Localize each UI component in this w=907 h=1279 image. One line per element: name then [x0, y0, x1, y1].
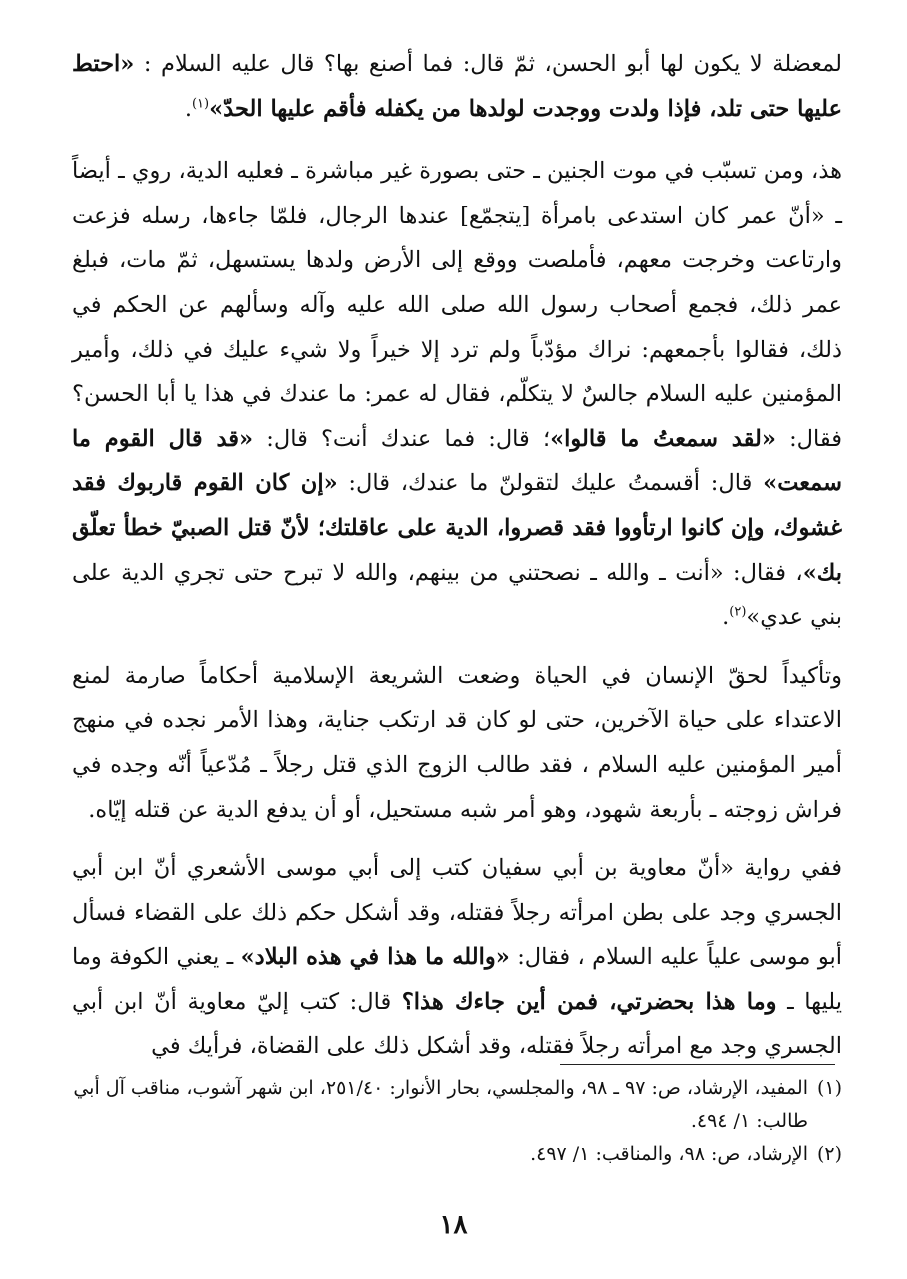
quote-bold: «إن كان القوم قاربوك فقد غشوك، وإن كانوا ارتأووا فقد قصروا، الدية على عاقلتك؛ لأنّ قتل الصبيّ خطأ تعلّق بك» [72, 470, 842, 586]
paragraph [72, 654, 842, 832]
quote-bold: «قد قال القوم ما سمعت» [72, 425, 842, 497]
text-run: لمعضلة لا يكون لها أبو الحسن، ثمّ قال: فما أصنع بها؟ قال عليه السلام : [134, 51, 842, 77]
footnote-number: (١) [816, 1077, 842, 1099]
text-run: قال: كتب إليّ معاوية أنّ ابن أبي الجسري وجد مع امرأته رجلاً فقتله، وقد أشكل ذلك على القضاة، فرأيك في [72, 988, 842, 1060]
text-run: قال: أقسمتُ عليك لتقولنّ ما عندك، قال: [337, 470, 764, 497]
footnote-ref: (١) [191, 96, 210, 112]
footnote-text: المفيد، الإرشاد، ص: ٩٧ ـ ٩٨، والمجلسي، بحار الأنوار: ٢٥١/٤٠، ابن شهر آشوب، مناقب آل أبي طالب: ١/ ٤٩٤. [73, 1077, 808, 1132]
text-run: ؛ قال: فما عندك أنت؟ قال: [253, 425, 551, 452]
paragraph [72, 42, 842, 131]
quote-bold: «لقد سمعتُ ما قالوا» [550, 425, 776, 452]
text-run: ـ يعني الكوفة وما يليها ـ [72, 944, 842, 1015]
footnote-text: الإرشاد، ص: ٩٨، والمناقب: ١/ ٤٩٧. [530, 1143, 808, 1165]
footnote-ref: (٢) [729, 604, 747, 620]
text-run: ففي رواية «أنّ معاوية بن أبي سفيان كتب إلى أبي موسى الأشعري أنّ ابن أبي الجسري وجد على بطن امرأته رجلاً فقتله، وقد أشكل حكم ذلك على القضاء فسأل أبو موسى علياً عليه السلام ، فقال: [72, 855, 842, 971]
footnote-number: (٢) [816, 1143, 842, 1165]
paragraph [72, 149, 842, 640]
footnote-divider [560, 1064, 835, 1065]
text-run: هذ، ومن تسبّب في موت الجنين ـ حتى بصورة غير مباشرة ـ فعليه الدية، روي ـ أيضاً ـ «أنّ عمر كان استدعى بامرأة [يتجمّع] عندها الرجال، فلمّا جاءها، رسله فزعت وارتاعت وخرجت معهم، فأملصت ووقع إلى الأرض ولدها يستسهل، ثمّ مات، فبلغ عمر ذلك، فجمع أصحاب رسول الله صلى الله عليه وآله وسألهم عن الحكم في ذلك، فقالوا بأجمعهم: نراك مؤدّباً ولم ترد إلا خيراً ولا شيء عليك في ذلك، وأمير المؤمنين عليه السلام جالسٌ لا يتكلّم، فقال له عمر: ما عندك في هذا يا أبا الحسن؟ فقال: [72, 158, 842, 452]
footnote [72, 1072, 842, 1138]
page-number: ١٨ [439, 1210, 468, 1240]
text-run: . [184, 95, 192, 122]
quote-bold: «والله ما هذا في هذه البلاد» [240, 944, 510, 971]
text-run: ، فقال: «أنت ـ والله ـ نصحتني من بينهم، والله لا تبرح حتى تجري الدية على بني عدي» [72, 559, 842, 631]
text-run: وتأكيداً لحقّ الإنسان في الحياة وضعت الشريعة الإسلامية أحكاماً صارمة لمنع الاعتداء على حياة الآخرين، حتى لو كان قد ارتكب جناية، وهذا الأمر نجده في منهج أمير المؤمنين عليه السلام ، فقد طالب الزوج الذي قتل رجلاً ـ مُدّعياً أنّه وجده في فراش زوجته ـ بأربعة شهود، وهو أمر شبه مستحيل، أو أن يدفع الدية عن قتله إيّاه. [72, 662, 842, 823]
paragraph [72, 846, 842, 1069]
quote-bold: «احتط عليها حتى تلد، فإذا ولدت ووجدت لولدها من يكفله فأقم عليها الحدّ» [72, 51, 842, 122]
main-text [72, 42, 842, 1069]
footnote [72, 1138, 842, 1171]
text-run: . [722, 604, 730, 631]
quote-bold: وما هذا بحضرتي، فمن أين جاءك هذا؟ [401, 988, 777, 1015]
footnotes [72, 1072, 842, 1171]
